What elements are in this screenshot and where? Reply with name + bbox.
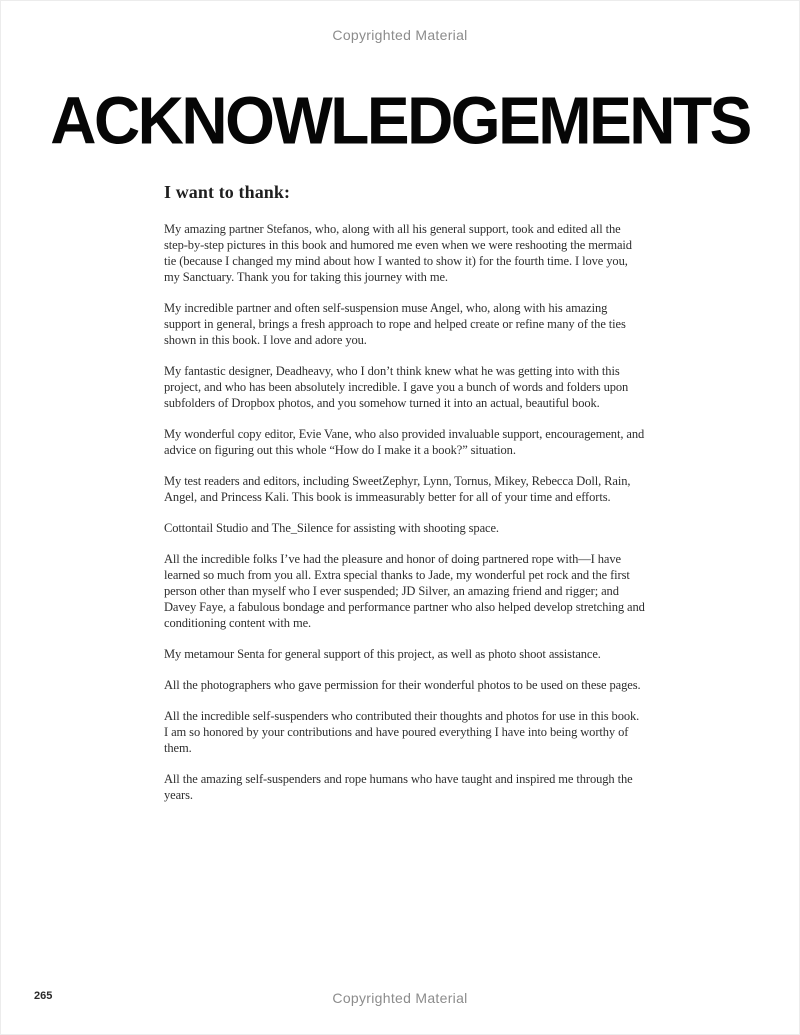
paragraph-metamour: My metamour Senta for general support of this project, as well as photo shoot assistance. <box>164 647 601 661</box>
copyright-notice-top: Copyrighted Material <box>332 27 468 43</box>
paragraph-angel: My incredible partner and often self-suspension muse Angel, who, along with his amazing support in general, brings a fresh approach to rope and helped create or refine many of the ties shown in this book. I love and adore you. <box>164 301 626 347</box>
paragraph-designer: My fantastic designer, Deadheavy, who I don’t think knew what he was getting into with this project, and who has been absolutely incredible. I gave you a bunch of words and folders upon subfolders of Dropbox photos, and you somehow turned it into an actual, beautiful book. <box>164 364 629 410</box>
paragraph-inspirations: All the amazing self-suspenders and rope humans who have taught and inspired me through the years. <box>164 772 633 802</box>
paragraph-partnered-rope: All the incredible folks I’ve had the pleasure and honor of doing partnered rope with—I have learned so much from you all. Extra special thanks to Jade, my wonderful pet rock and the first person other than myself who I ever suspended; JD Silver, an amazing friend and rigger; and Davey Faye, a fabulous bondage and performance partner who also helped develop stretching and conditioning content with me. <box>164 552 645 630</box>
acknowledgements-body <box>164 182 646 818</box>
paragraph-copy-editor: My wonderful copy editor, Evie Vane, who also provided invaluable support, encouragement, and advice on figuring out this whole “How do I make it a book?” situation. <box>164 427 645 457</box>
paragraph-photographers: All the photographers who gave permission for their wonderful photos to be used on these pages. <box>164 678 641 692</box>
paragraph-contributors: All the incredible self-suspenders who contributed their thoughts and photos for use in this book. I am so honored by your contributions and have poured everything I have into being worthy of them. <box>164 709 640 755</box>
section-heading: I want to thank: <box>164 182 291 202</box>
paragraph-studios: Cottontail Studio and The_Silence for assisting with shooting space. <box>164 521 499 535</box>
copyright-notice-bottom: Copyrighted Material <box>332 990 468 1006</box>
paragraph-stefanos: My amazing partner Stefanos, who, along with all his general support, took and edited all the step-by-step pictures in this book and humored me even when we were reshooting the mermaid tie (because I changed my mind about how I wanted to show it) for the fourth time. I love you, my Sanctuary. Thank you for taking this journey with me. <box>164 222 632 284</box>
page-number: 265 <box>34 990 53 1002</box>
page-title: ACKNOWLEDGEMENTS <box>50 82 750 158</box>
paragraph-test-readers: My test readers and editors, including SweetZephyr, Lynn, Tornus, Mikey, Rebecca Doll, Rain, Angel, and Princess Kali. This book is immeasurably better for all of your time and efforts. <box>164 474 631 504</box>
